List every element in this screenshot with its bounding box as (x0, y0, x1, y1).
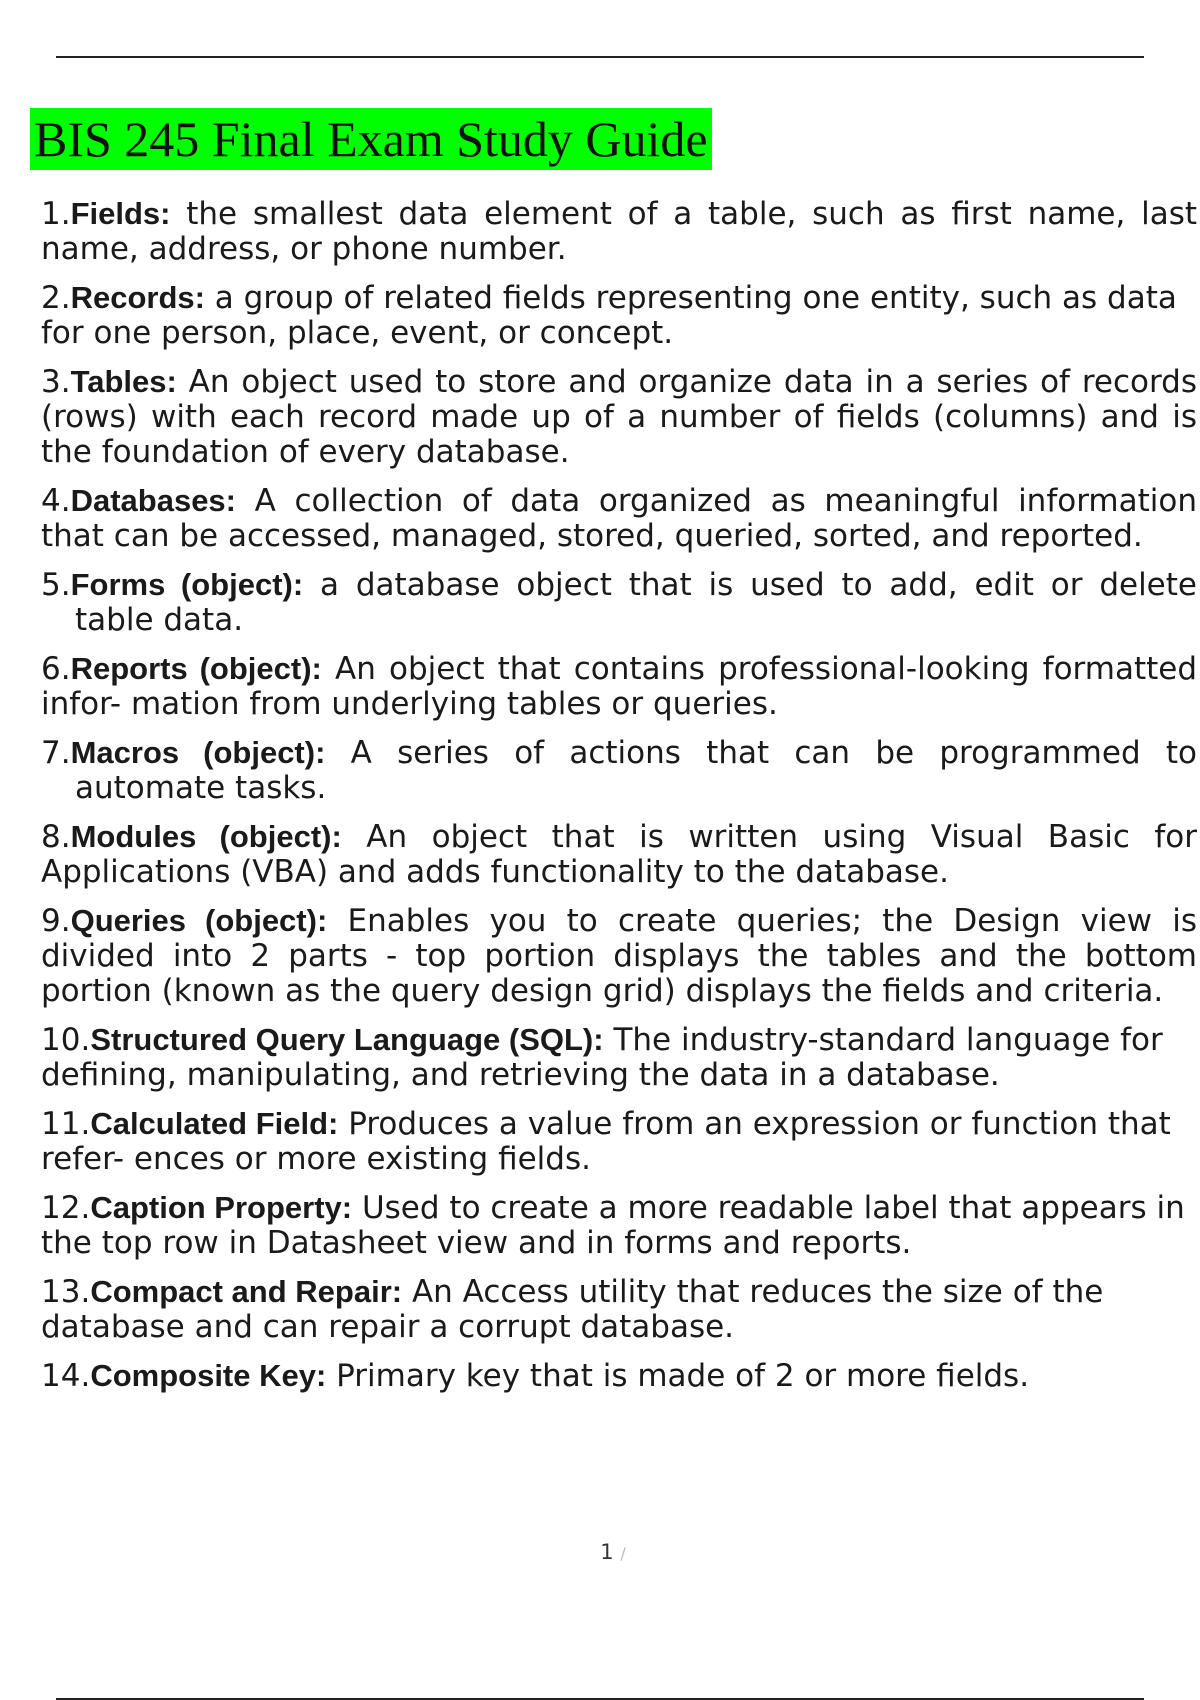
item-number: 1. (41, 196, 71, 232)
item-number: 5. (41, 567, 71, 603)
item-term: Caption Property: (90, 1190, 353, 1225)
page-number-suffix: / (620, 1544, 626, 1563)
list-item (41, 1358, 1197, 1394)
item-definition: An object used to store and organize data in a series of records (rows) with each record made up of a number of fields (columns) and is the foundation of every database. (41, 364, 1197, 470)
list-item (41, 1106, 1197, 1177)
list-item (41, 483, 1197, 554)
item-definition: the smallest data element of a table, such as first name, last name, address, or phone number. (41, 196, 1197, 267)
list-item (41, 651, 1197, 722)
item-term: Queries (object): (70, 903, 328, 938)
item-term: Records: (70, 280, 205, 315)
item-definition: A collection of data organized as meaningful information that can be accessed, managed, stored, queried, sorted, and reported. (41, 483, 1197, 554)
list-item (41, 280, 1197, 351)
list-item (41, 1274, 1197, 1345)
item-number: 10. (41, 1022, 91, 1058)
study-guide-list (41, 196, 1197, 1407)
item-term: Reports (object): (70, 651, 322, 686)
list-item (41, 1190, 1197, 1261)
item-term: Structured Query Language (SQL): (90, 1022, 604, 1057)
item-definition: Enables you to create queries; the Design view is divided into 2 parts - top portion displays the tables and the bottom portion (known as the query design grid) displays the fields and criteria. (41, 903, 1197, 1009)
item-term: Forms (object): (70, 567, 304, 602)
top-rule (56, 56, 1144, 58)
item-number: 12. (41, 1190, 91, 1226)
item-definition: Produces a value from an expression or function that refer- ences or more existing fields. (41, 1106, 1171, 1177)
item-definition: Used to create a more readable label that appears in the top row in Datasheet view and in forms and reports. (41, 1190, 1185, 1261)
item-definition: a database object that is used to add, edit or delete table data. (75, 567, 1197, 638)
item-term: Compact and Repair: (90, 1274, 403, 1309)
item-definition: An object that contains professional-looking formatted infor- mation from underlying tables or queries. (41, 651, 1198, 722)
item-term: Macros (object): (70, 735, 326, 770)
item-definition: An Access utility that reduces the size of the database and can repair a corrupt database. (41, 1274, 1104, 1345)
page-number (0, 1540, 1200, 1564)
item-number: 3. (41, 364, 71, 400)
list-item (41, 819, 1197, 890)
item-definition: The industry-standard language for defining, manipulating, and retrieving the data in a database. (41, 1022, 1163, 1093)
item-number: 14. (41, 1358, 91, 1394)
list-item (41, 903, 1197, 1009)
list-item (41, 735, 1197, 806)
list-item (41, 364, 1197, 470)
item-number: 11. (41, 1106, 91, 1142)
item-number: 2. (41, 280, 71, 316)
list-item (41, 1022, 1197, 1093)
item-number: 7. (41, 735, 71, 771)
item-definition: A series of actions that can be programmed to automate tasks. (75, 735, 1197, 806)
item-number: 4. (41, 483, 71, 519)
item-term: Composite Key: (90, 1358, 327, 1393)
page-number-value: 1 (600, 1540, 614, 1564)
item-definition: a group of related fields representing one entity, such as data for one person, place, event, or concept. (41, 280, 1177, 351)
item-term: Calculated Field: (90, 1106, 339, 1141)
item-number: 9. (41, 903, 71, 939)
item-term: Modules (object): (70, 819, 342, 854)
item-number: 13. (41, 1274, 91, 1310)
item-term: Tables: (70, 364, 177, 399)
item-term: Fields: (70, 196, 171, 231)
list-item (41, 567, 1197, 638)
list-item (41, 196, 1197, 267)
page-title: BIS 245 Final Exam Study Guide (30, 108, 712, 170)
item-definition: An object that is written using Visual Basic for Applications (VBA) and adds functionality to the database. (41, 819, 1197, 890)
item-definition: Primary key that is made of 2 or more fields. (326, 1358, 1030, 1394)
item-term: Databases: (70, 483, 236, 518)
item-number: 8. (41, 819, 71, 855)
item-number: 6. (41, 651, 71, 687)
